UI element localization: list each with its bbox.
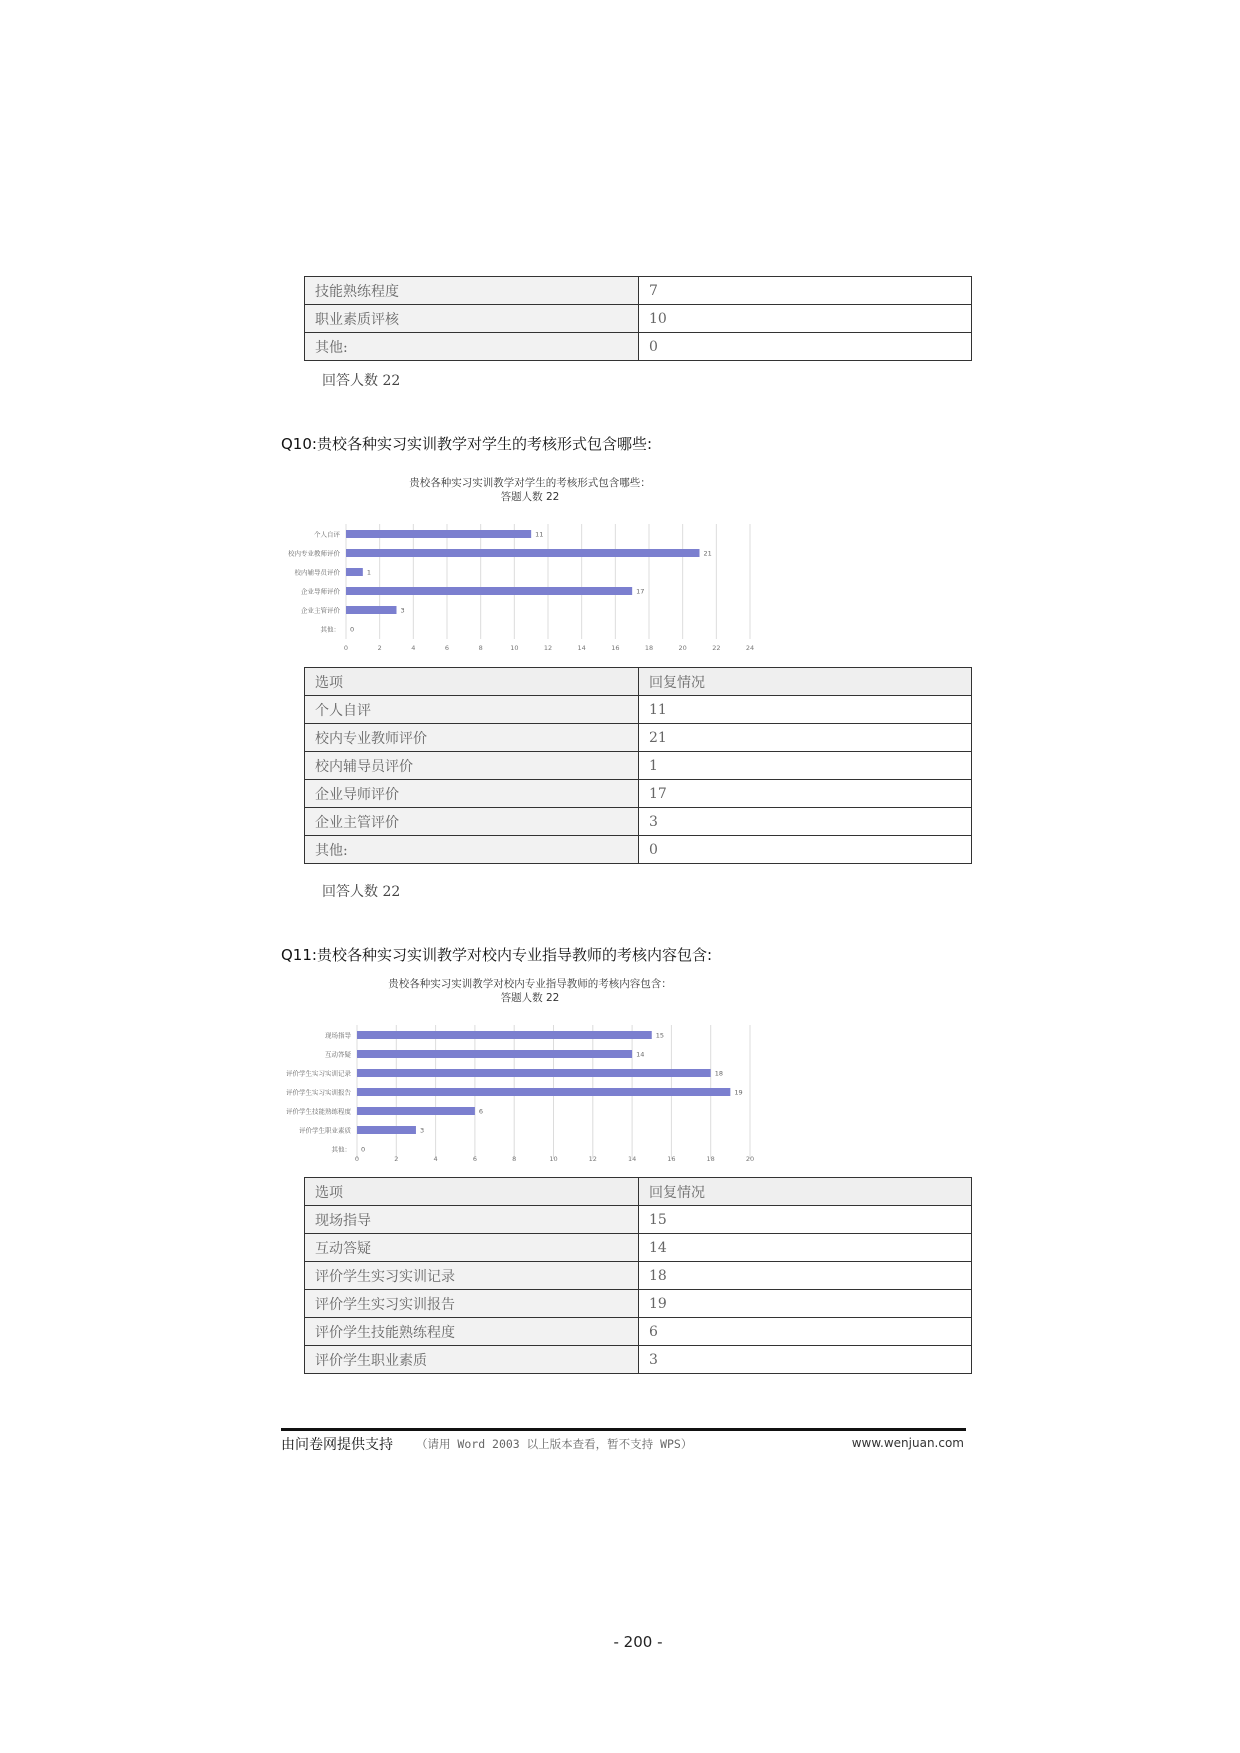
bar-value-label: 14: [636, 1050, 645, 1059]
bar-value-label: 0: [361, 1145, 366, 1154]
option-cell: 其他:: [305, 836, 639, 864]
bar-value-label: 18: [714, 1069, 723, 1078]
table-row: [305, 836, 972, 864]
table-row: [305, 1206, 972, 1234]
q10-results-table: [304, 667, 972, 864]
bar-value-label: 0: [350, 625, 355, 634]
x-tick-label: 2: [377, 644, 382, 652]
x-tick-label: 0: [343, 644, 349, 652]
x-tick-label: 12: [543, 644, 553, 652]
option-cell: 其他:: [305, 333, 639, 361]
table-row: [305, 1346, 972, 1374]
table-row: [305, 780, 972, 808]
chart-subtitle: 答题人数 22: [500, 992, 560, 1004]
category-label: 其他：: [320, 625, 340, 634]
bar: [346, 549, 700, 557]
table-row: [305, 724, 972, 752]
table-row: [305, 305, 972, 333]
x-tick-label: 4: [433, 1155, 438, 1163]
chart-svg: [280, 474, 780, 654]
table-row: [305, 696, 972, 724]
table-header-row: [305, 1178, 972, 1206]
q10-bar-chart: [280, 474, 780, 654]
category-label: 企业主管评价: [301, 606, 340, 615]
footer-divider: [281, 1428, 966, 1431]
count-cell: 19: [639, 1290, 972, 1318]
header-option: 选项: [305, 668, 639, 696]
x-tick-label: 18: [706, 1155, 715, 1163]
table-row: [305, 1290, 972, 1318]
option-cell: 互动答疑: [305, 1234, 639, 1262]
bar: [357, 1088, 730, 1096]
bar: [357, 1107, 475, 1115]
table-row: [305, 1262, 972, 1290]
bar: [346, 568, 363, 576]
count-cell: 3: [639, 1346, 972, 1374]
count-cell: 11: [639, 696, 972, 724]
option-cell: 评价学生实习实训报告: [305, 1290, 639, 1318]
footer-brand: 由问卷网提供支持: [281, 1437, 393, 1453]
bar-value-label: 21: [703, 549, 712, 558]
bar-value-label: 19: [734, 1088, 743, 1097]
bar: [357, 1031, 652, 1039]
x-tick-label: 10: [549, 1155, 558, 1163]
category-label: 校内辅导员评价: [294, 568, 340, 577]
bar: [357, 1069, 711, 1077]
question-title: Q11:贵校各种实习实训教学对校内专业指导教师的考核内容包含:: [281, 946, 713, 964]
bar-value-label: 17: [636, 587, 645, 596]
question-title: Q10:贵校各种实习实训教学对学生的考核形式包含哪些:: [281, 435, 653, 453]
option-cell: 现场指导: [305, 1206, 639, 1234]
x-tick-label: 8: [478, 644, 483, 652]
header-count: 回复情况: [639, 668, 972, 696]
chart-subtitle: 答题人数 22: [500, 491, 560, 503]
count-cell: 14: [639, 1234, 972, 1262]
x-tick-label: 20: [678, 644, 687, 652]
x-tick-label: 14: [627, 1155, 637, 1163]
answer-count: 回答人数 22: [322, 373, 401, 389]
option-cell: 评价学生职业素质: [305, 1346, 639, 1374]
count-cell: 0: [639, 333, 972, 361]
option-cell: 企业导师评价: [305, 780, 639, 808]
chart-title: 贵校各种实习实训教学对校内专业指导教师的考核内容包含：: [388, 978, 672, 990]
count-cell: 3: [639, 808, 972, 836]
bar: [346, 587, 632, 595]
category-label: 评价学生职业素质: [299, 1126, 351, 1135]
table-row: [305, 1318, 972, 1346]
category-label: 互动答疑: [325, 1050, 351, 1059]
option-cell: 评价学生实习实训记录: [305, 1262, 639, 1290]
count-cell: 10: [639, 305, 972, 333]
q9-results-table: [304, 276, 972, 361]
x-tick-label: 8: [512, 1155, 517, 1163]
q11-bar-chart: [280, 975, 780, 1165]
x-tick-label: 24: [745, 644, 755, 652]
bar-value-label: 3: [400, 606, 405, 615]
chart-title: 贵校各种实习实训教学对学生的考核形式包含哪些：: [409, 477, 651, 489]
category-label: 评价学生实习实训报告: [286, 1088, 351, 1097]
count-cell: 18: [639, 1262, 972, 1290]
q11-results-table: [304, 1177, 972, 1374]
chart-svg: [280, 975, 780, 1165]
x-tick-label: 2: [394, 1155, 399, 1163]
answer-count: 回答人数 22: [322, 884, 401, 900]
footer-url[interactable]: www.wenjuan.com: [851, 1436, 964, 1450]
bar: [346, 530, 531, 538]
category-label: 评价学生技能熟练程度: [286, 1107, 351, 1116]
bar-value-label: 6: [478, 1107, 484, 1116]
bar-value-label: 3: [419, 1126, 425, 1135]
category-label: 校内专业教师评价: [288, 549, 340, 558]
option-cell: 技能熟练程度: [305, 277, 639, 305]
option-cell: 职业素质评核: [305, 305, 639, 333]
count-cell: 1: [639, 752, 972, 780]
bar: [357, 1126, 416, 1134]
x-tick-label: 16: [667, 1155, 676, 1163]
category-label: 评价学生实习实训记录: [286, 1069, 351, 1078]
bar-value-label: 15: [655, 1031, 665, 1040]
footer-note: （请用 Word 2003 以上版本查看，暂不支持 WPS）: [416, 1437, 693, 1451]
bar-value-label: 11: [535, 530, 544, 539]
header-option: 选项: [305, 1178, 639, 1206]
count-cell: 15: [639, 1206, 972, 1234]
option-cell: 校内辅导员评价: [305, 752, 639, 780]
table-row: [305, 752, 972, 780]
x-tick-label: 16: [611, 644, 620, 652]
category-label: 其他：: [331, 1145, 351, 1154]
x-tick-label: 10: [510, 644, 519, 652]
x-tick-label: 14: [577, 644, 586, 652]
x-tick-label: 6: [472, 1155, 477, 1163]
x-tick-label: 0: [354, 1155, 360, 1163]
x-tick-label: 20: [745, 1155, 755, 1163]
category-label: 个人自评: [314, 530, 340, 539]
table-header-row: [305, 668, 972, 696]
x-tick-label: 12: [588, 1155, 597, 1163]
x-tick-label: 22: [712, 644, 721, 652]
count-cell: 21: [639, 724, 972, 752]
count-cell: 6: [639, 1318, 972, 1346]
x-tick-label: 4: [411, 644, 416, 652]
table-row: [305, 277, 972, 305]
bar-value-label: 1: [366, 568, 371, 577]
count-cell: 17: [639, 780, 972, 808]
option-cell: 评价学生技能熟练程度: [305, 1318, 639, 1346]
option-cell: 企业主管评价: [305, 808, 639, 836]
count-cell: 0: [639, 836, 972, 864]
category-label: 企业导师评价: [301, 587, 340, 596]
option-cell: 个人自评: [305, 696, 639, 724]
table-row: [305, 808, 972, 836]
bar: [346, 606, 397, 614]
x-tick-label: 6: [444, 644, 450, 652]
category-label: 现场指导: [325, 1031, 351, 1040]
count-cell: 7: [639, 277, 972, 305]
bar: [357, 1050, 632, 1058]
option-cell: 校内专业教师评价: [305, 724, 639, 752]
table-row: [305, 333, 972, 361]
page-number: - 200 -: [613, 1633, 663, 1651]
table-row: [305, 1234, 972, 1262]
x-tick-label: 18: [644, 644, 654, 652]
header-count: 回复情况: [639, 1178, 972, 1206]
